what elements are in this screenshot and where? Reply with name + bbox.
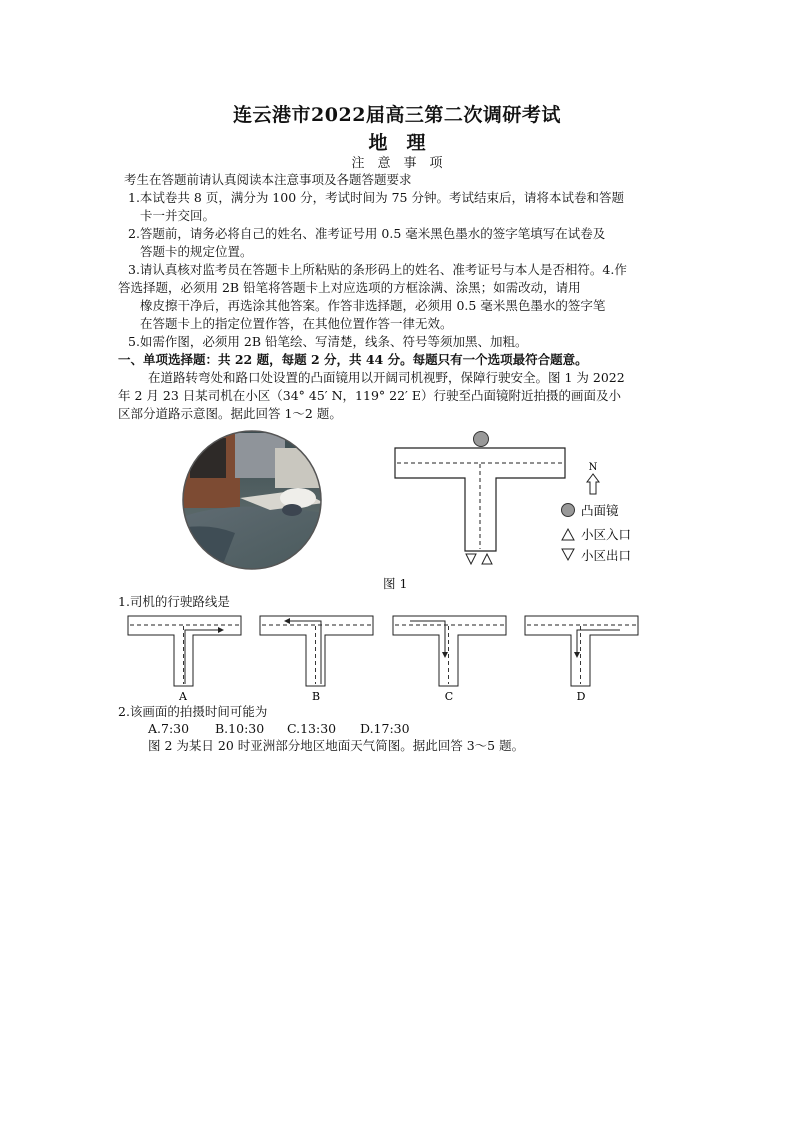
option-d-label: D xyxy=(576,690,586,703)
question-1-stem: 1.司机的行驶路线是 xyxy=(118,594,230,609)
option-c-label: C xyxy=(444,690,454,703)
legend-entry-label: 小区入口 xyxy=(581,527,632,542)
legend-mirror-icon xyxy=(562,504,575,517)
road-diagram xyxy=(390,426,680,576)
route-options xyxy=(120,612,650,704)
notice-item-4: 答选择题，必须用 2B 铅笔将答题卡上对应选项的方框涂满、涂黑；如需改动，请用 xyxy=(118,280,581,295)
passage-line-1: 在道路转弯处和路口处设置的凸面镜用以开阔司机视野，保障行驶安全。图 1 为 2022 xyxy=(148,370,625,385)
route-option-d xyxy=(525,616,638,703)
notice-item-1: 1.本试卷共 8 页，满分为 100 分，考试时间为 75 分钟。考试结束后，请将本试卷和答题 xyxy=(128,190,624,205)
legend-exit-icon xyxy=(562,549,574,560)
passage-line-3: 区部分道路示意图。据此回答 1～2 题。 xyxy=(118,406,342,421)
notice-item-5: 5.如需作图，必须用 2B 铅笔绘、写清楚，线条、符号等须加黑、加粗。 xyxy=(128,334,528,349)
route-option-b xyxy=(260,616,373,703)
question-2-option-d: D.17:30 xyxy=(360,721,410,736)
question-2-stem: 2.该画面的拍摄时间可能为 xyxy=(118,704,268,719)
legend-entry-icon xyxy=(562,529,574,540)
notice-item-4-cont: 橡皮擦干净后，再选涂其他答案。作答非选择题，必须用 0.5 毫米黑色墨水的签字笔 xyxy=(140,298,606,313)
route-option-a xyxy=(128,616,241,703)
convex-mirror-marker xyxy=(474,432,489,447)
notice-item-2: 2.答题前，请务必将自己的姓名、准考证号用 0.5 毫米黑色墨水的签字笔填写在试卷及 xyxy=(128,226,606,241)
question-2-option-b: B.10:30 xyxy=(215,721,265,736)
exam-title: 连云港市2022届高三第二次调研考试 xyxy=(233,104,561,126)
notice-item-3: 3.请认真核对监考员在答题卡上所粘贴的条形码上的姓名、准考证号与本人是否相符。4.作 xyxy=(128,262,627,277)
notice-item-4-cont2: 在答题卡上的指定位置作答，在其他位置作答一律无效。 xyxy=(140,316,453,331)
section-heading: 一、单项选择题：共 22 题，每题 2 分，共 44 分。每题只有一个选项最符合题意。 xyxy=(118,352,588,367)
passage-line-2: 年 2 月 23 日某司机在小区（34° 45′ N，119° 22′ E）行驶至凸面镜附近拍摄的画面及小 xyxy=(118,388,621,403)
next-passage: 图 2 为某日 20 时亚洲部分地区地面天气简图。据此回答 3～5 题。 xyxy=(148,738,525,753)
route-option-c xyxy=(393,616,506,703)
convex-mirror-photo xyxy=(180,428,324,572)
legend-mirror-label: 凸面镜 xyxy=(581,503,619,518)
notice-item-1-cont: 卡一并交回。 xyxy=(140,208,216,223)
legend-exit-label: 小区出口 xyxy=(581,548,632,563)
option-b-label: B xyxy=(311,690,321,703)
subject-title: 地 理 xyxy=(368,132,426,154)
notice-title: 注 意 事 项 xyxy=(351,156,443,171)
figure-1-caption: 图 1 xyxy=(383,576,408,591)
notice-item-2-cont: 答题卡的规定位置。 xyxy=(140,244,253,259)
entry-triangle xyxy=(482,554,492,564)
option-a-label: A xyxy=(179,690,187,703)
question-2-option-a: A.7:30 xyxy=(148,721,190,736)
question-2-option-c: C.13:30 xyxy=(287,721,337,736)
exit-triangle xyxy=(466,554,476,564)
notice-intro: 考生在答题前请认真阅读本注意事项及各题答题要求 xyxy=(124,172,412,187)
north-arrow xyxy=(587,474,599,494)
north-label: N xyxy=(588,462,598,473)
